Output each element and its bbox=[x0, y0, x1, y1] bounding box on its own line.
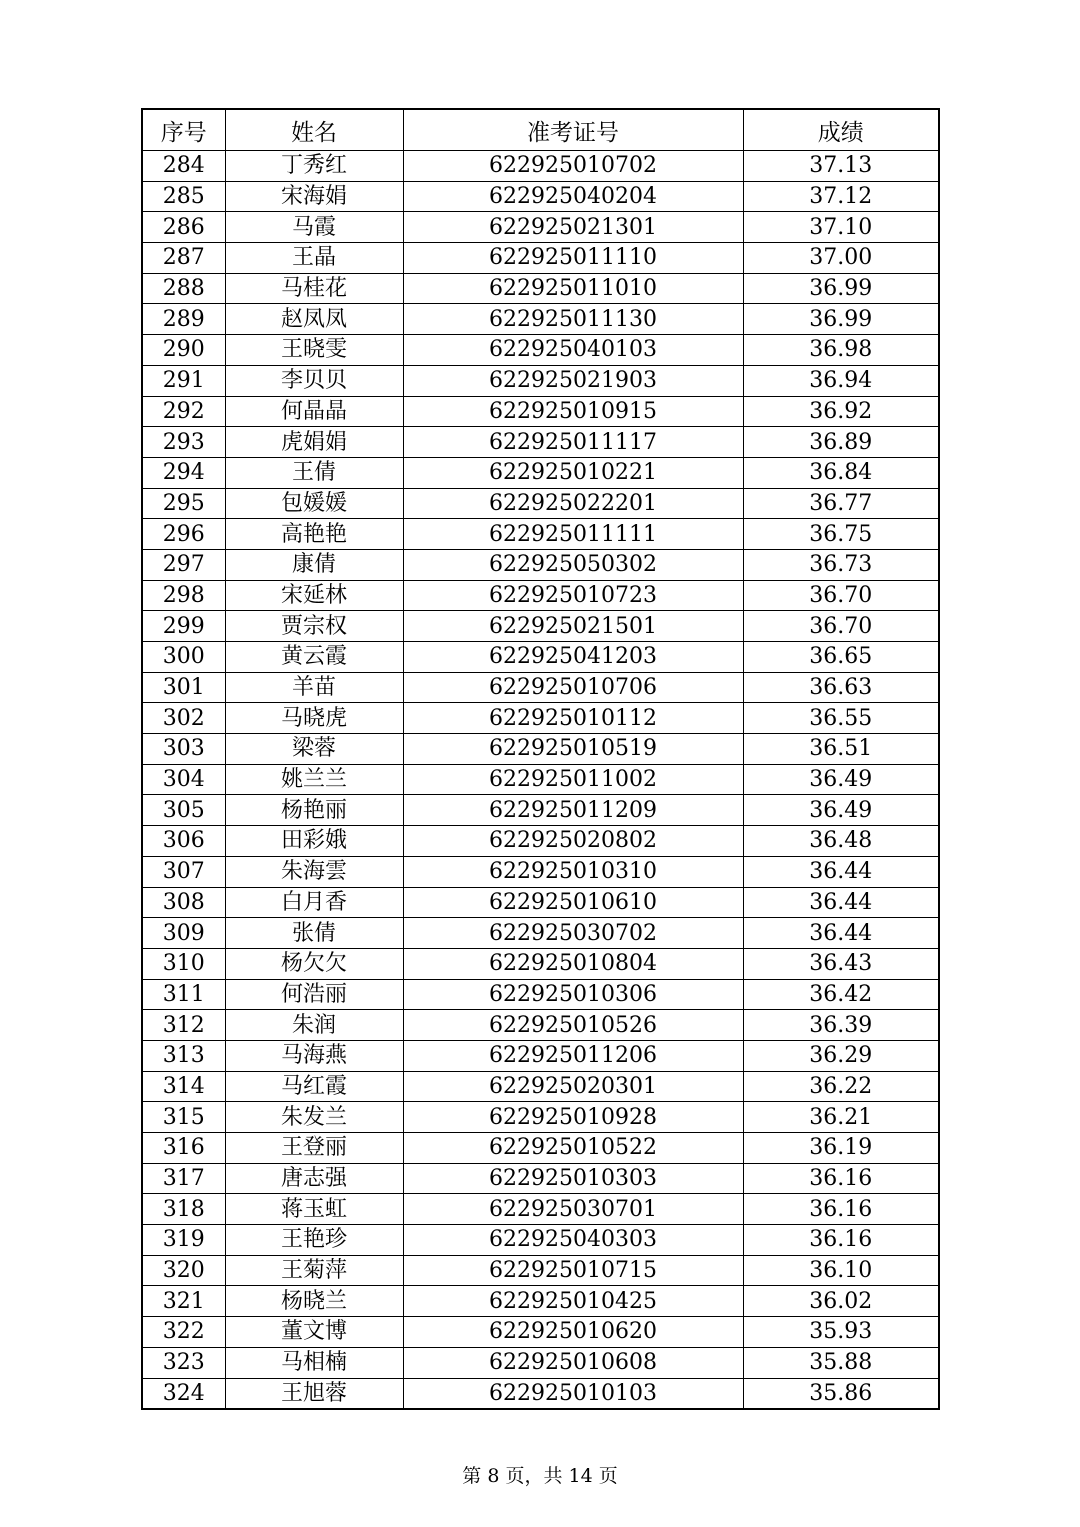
cell-seq: 291 bbox=[142, 365, 225, 396]
cell-exam-id: 622925011110 bbox=[403, 243, 743, 274]
cell-seq: 297 bbox=[142, 549, 225, 580]
cell-name: 唐志强 bbox=[225, 1163, 403, 1194]
table-row bbox=[142, 396, 939, 427]
cell-score: 36.21 bbox=[743, 1102, 939, 1133]
cell-score: 36.43 bbox=[743, 948, 939, 979]
cell-seq: 318 bbox=[142, 1194, 225, 1225]
cell-score: 36.63 bbox=[743, 672, 939, 703]
cell-seq: 308 bbox=[142, 887, 225, 918]
cell-exam-id: 622925011111 bbox=[403, 519, 743, 550]
cell-name: 虎娟娟 bbox=[225, 427, 403, 458]
cell-score: 36.98 bbox=[743, 335, 939, 366]
cell-score: 35.93 bbox=[743, 1317, 939, 1348]
table-row bbox=[142, 979, 939, 1010]
cell-score: 36.70 bbox=[743, 580, 939, 611]
table-row bbox=[142, 243, 939, 274]
table-row bbox=[142, 427, 939, 458]
table-row bbox=[142, 365, 939, 396]
cell-seq: 311 bbox=[142, 979, 225, 1010]
cell-score: 36.99 bbox=[743, 273, 939, 304]
cell-score: 36.94 bbox=[743, 365, 939, 396]
table-row bbox=[142, 1347, 939, 1378]
cell-score: 36.44 bbox=[743, 856, 939, 887]
cell-seq: 286 bbox=[142, 212, 225, 243]
cell-seq: 298 bbox=[142, 580, 225, 611]
cell-name: 朱发兰 bbox=[225, 1102, 403, 1133]
score-table bbox=[141, 108, 940, 1410]
cell-score: 36.70 bbox=[743, 611, 939, 642]
cell-score: 36.84 bbox=[743, 457, 939, 488]
cell-name: 羊苗 bbox=[225, 672, 403, 703]
table-row bbox=[142, 1040, 939, 1071]
page-number: 第 8 页，共 14 页 bbox=[462, 1465, 618, 1487]
cell-seq: 304 bbox=[142, 764, 225, 795]
table-row bbox=[142, 304, 939, 335]
cell-exam-id: 622925011010 bbox=[403, 273, 743, 304]
header-exam-id: 准考证号 bbox=[403, 109, 743, 151]
cell-name: 宋延林 bbox=[225, 580, 403, 611]
cell-score: 36.99 bbox=[743, 304, 939, 335]
cell-seq: 309 bbox=[142, 918, 225, 949]
table-row bbox=[142, 1286, 939, 1317]
table-row bbox=[142, 672, 939, 703]
cell-name: 李贝贝 bbox=[225, 365, 403, 396]
header-score: 成绩 bbox=[743, 109, 939, 151]
table-row bbox=[142, 273, 939, 304]
table-row bbox=[142, 1102, 939, 1133]
cell-exam-id: 622925010112 bbox=[403, 703, 743, 734]
cell-score: 36.39 bbox=[743, 1010, 939, 1041]
table-row bbox=[142, 703, 939, 734]
cell-name: 康倩 bbox=[225, 549, 403, 580]
cell-seq: 307 bbox=[142, 856, 225, 887]
cell-score: 36.92 bbox=[743, 396, 939, 427]
cell-exam-id: 622925030702 bbox=[403, 918, 743, 949]
table-row bbox=[142, 856, 939, 887]
table-row bbox=[142, 335, 939, 366]
cell-seq: 296 bbox=[142, 519, 225, 550]
cell-score: 36.16 bbox=[743, 1225, 939, 1256]
table-row bbox=[142, 764, 939, 795]
cell-score: 37.00 bbox=[743, 243, 939, 274]
cell-score: 37.12 bbox=[743, 181, 939, 212]
cell-name: 姚兰兰 bbox=[225, 764, 403, 795]
table-row bbox=[142, 918, 939, 949]
cell-name: 赵凤凤 bbox=[225, 304, 403, 335]
cell-score: 36.02 bbox=[743, 1286, 939, 1317]
cell-seq: 294 bbox=[142, 457, 225, 488]
cell-exam-id: 622925040204 bbox=[403, 181, 743, 212]
table-row bbox=[142, 1133, 939, 1164]
cell-exam-id: 622925010608 bbox=[403, 1347, 743, 1378]
cell-seq: 301 bbox=[142, 672, 225, 703]
cell-score: 37.13 bbox=[743, 151, 939, 182]
table-row bbox=[142, 1010, 939, 1041]
cell-name: 马相楠 bbox=[225, 1347, 403, 1378]
cell-exam-id: 622925010519 bbox=[403, 734, 743, 765]
cell-exam-id: 622925010221 bbox=[403, 457, 743, 488]
cell-seq: 285 bbox=[142, 181, 225, 212]
cell-exam-id: 622925011117 bbox=[403, 427, 743, 458]
cell-name: 杨艳丽 bbox=[225, 795, 403, 826]
cell-name: 蒋玉虹 bbox=[225, 1194, 403, 1225]
cell-score: 36.44 bbox=[743, 918, 939, 949]
cell-score: 36.65 bbox=[743, 642, 939, 673]
cell-name: 杨欠欠 bbox=[225, 948, 403, 979]
cell-name: 王旭蓉 bbox=[225, 1378, 403, 1409]
cell-exam-id: 622925021903 bbox=[403, 365, 743, 396]
cell-seq: 303 bbox=[142, 734, 225, 765]
cell-seq: 314 bbox=[142, 1071, 225, 1102]
table-row bbox=[142, 1194, 939, 1225]
cell-exam-id: 622925011130 bbox=[403, 304, 743, 335]
cell-score: 36.42 bbox=[743, 979, 939, 1010]
cell-seq: 316 bbox=[142, 1133, 225, 1164]
table-row bbox=[142, 1071, 939, 1102]
cell-name: 杨晓兰 bbox=[225, 1286, 403, 1317]
cell-exam-id: 622925010103 bbox=[403, 1378, 743, 1409]
cell-exam-id: 622925020301 bbox=[403, 1071, 743, 1102]
cell-score: 36.48 bbox=[743, 826, 939, 857]
cell-exam-id: 622925010522 bbox=[403, 1133, 743, 1164]
cell-seq: 310 bbox=[142, 948, 225, 979]
cell-exam-id: 622925030701 bbox=[403, 1194, 743, 1225]
table-row bbox=[142, 549, 939, 580]
cell-score: 35.88 bbox=[743, 1347, 939, 1378]
header-name: 姓名 bbox=[225, 109, 403, 151]
table-row bbox=[142, 826, 939, 857]
cell-name: 何晶晶 bbox=[225, 396, 403, 427]
cell-seq: 284 bbox=[142, 151, 225, 182]
cell-name: 张倩 bbox=[225, 918, 403, 949]
cell-seq: 312 bbox=[142, 1010, 225, 1041]
cell-seq: 293 bbox=[142, 427, 225, 458]
cell-name: 王艳珍 bbox=[225, 1225, 403, 1256]
cell-score: 37.10 bbox=[743, 212, 939, 243]
cell-name: 王倩 bbox=[225, 457, 403, 488]
cell-exam-id: 622925010526 bbox=[403, 1010, 743, 1041]
cell-score: 36.55 bbox=[743, 703, 939, 734]
cell-seq: 322 bbox=[142, 1317, 225, 1348]
cell-score: 36.89 bbox=[743, 427, 939, 458]
header-seq: 序号 bbox=[142, 109, 225, 151]
table-row bbox=[142, 1163, 939, 1194]
cell-seq: 287 bbox=[142, 243, 225, 274]
cell-seq: 321 bbox=[142, 1286, 225, 1317]
cell-seq: 306 bbox=[142, 826, 225, 857]
cell-score: 35.86 bbox=[743, 1378, 939, 1409]
cell-exam-id: 622925010620 bbox=[403, 1317, 743, 1348]
cell-seq: 290 bbox=[142, 335, 225, 366]
cell-name: 宋海娟 bbox=[225, 181, 403, 212]
cell-score: 36.22 bbox=[743, 1071, 939, 1102]
cell-exam-id: 622925010306 bbox=[403, 979, 743, 1010]
cell-exam-id: 622925010310 bbox=[403, 856, 743, 887]
cell-exam-id: 622925050302 bbox=[403, 549, 743, 580]
cell-name: 王晓雯 bbox=[225, 335, 403, 366]
cell-seq: 302 bbox=[142, 703, 225, 734]
cell-seq: 319 bbox=[142, 1225, 225, 1256]
table-row bbox=[142, 1378, 939, 1409]
cell-exam-id: 622925010928 bbox=[403, 1102, 743, 1133]
table-row bbox=[142, 519, 939, 550]
table-row bbox=[142, 1317, 939, 1348]
cell-score: 36.10 bbox=[743, 1255, 939, 1286]
cell-exam-id: 622925020802 bbox=[403, 826, 743, 857]
cell-name: 高艳艳 bbox=[225, 519, 403, 550]
cell-exam-id: 622925022201 bbox=[403, 488, 743, 519]
cell-name: 黄云霞 bbox=[225, 642, 403, 673]
cell-score: 36.16 bbox=[743, 1163, 939, 1194]
header-row bbox=[142, 109, 939, 151]
cell-exam-id: 622925021501 bbox=[403, 611, 743, 642]
cell-exam-id: 622925010915 bbox=[403, 396, 743, 427]
cell-exam-id: 622925010706 bbox=[403, 672, 743, 703]
cell-name: 朱海雲 bbox=[225, 856, 403, 887]
cell-score: 36.49 bbox=[743, 764, 939, 795]
cell-exam-id: 622925010610 bbox=[403, 887, 743, 918]
cell-seq: 300 bbox=[142, 642, 225, 673]
cell-score: 36.16 bbox=[743, 1194, 939, 1225]
table-row bbox=[142, 1225, 939, 1256]
cell-seq: 292 bbox=[142, 396, 225, 427]
table-row bbox=[142, 457, 939, 488]
table-row bbox=[142, 580, 939, 611]
cell-name: 王菊萍 bbox=[225, 1255, 403, 1286]
table-row bbox=[142, 734, 939, 765]
cell-name: 马晓虎 bbox=[225, 703, 403, 734]
cell-name: 朱润 bbox=[225, 1010, 403, 1041]
cell-seq: 317 bbox=[142, 1163, 225, 1194]
cell-name: 包媛媛 bbox=[225, 488, 403, 519]
cell-exam-id: 622925021301 bbox=[403, 212, 743, 243]
cell-score: 36.44 bbox=[743, 887, 939, 918]
cell-name: 马桂花 bbox=[225, 273, 403, 304]
cell-exam-id: 622925010715 bbox=[403, 1255, 743, 1286]
table-row bbox=[142, 181, 939, 212]
cell-score: 36.29 bbox=[743, 1040, 939, 1071]
cell-name: 马海燕 bbox=[225, 1040, 403, 1071]
cell-seq: 313 bbox=[142, 1040, 225, 1071]
cell-exam-id: 622925040103 bbox=[403, 335, 743, 366]
cell-score: 36.73 bbox=[743, 549, 939, 580]
cell-exam-id: 622925011206 bbox=[403, 1040, 743, 1071]
cell-exam-id: 622925010425 bbox=[403, 1286, 743, 1317]
table-row bbox=[142, 488, 939, 519]
cell-exam-id: 622925040303 bbox=[403, 1225, 743, 1256]
cell-seq: 320 bbox=[142, 1255, 225, 1286]
cell-seq: 324 bbox=[142, 1378, 225, 1409]
cell-exam-id: 622925041203 bbox=[403, 642, 743, 673]
cell-name: 董文博 bbox=[225, 1317, 403, 1348]
cell-name: 丁秀红 bbox=[225, 151, 403, 182]
table-row bbox=[142, 887, 939, 918]
table-row bbox=[142, 611, 939, 642]
table-row bbox=[142, 795, 939, 826]
cell-exam-id: 622925010804 bbox=[403, 948, 743, 979]
cell-name: 何浩丽 bbox=[225, 979, 403, 1010]
table-body bbox=[142, 151, 939, 1410]
cell-seq: 315 bbox=[142, 1102, 225, 1133]
cell-seq: 299 bbox=[142, 611, 225, 642]
cell-seq: 323 bbox=[142, 1347, 225, 1378]
table-row bbox=[142, 948, 939, 979]
cell-name: 梁蓉 bbox=[225, 734, 403, 765]
table-row bbox=[142, 642, 939, 673]
cell-name: 王晶 bbox=[225, 243, 403, 274]
cell-score: 36.49 bbox=[743, 795, 939, 826]
cell-seq: 305 bbox=[142, 795, 225, 826]
cell-score: 36.19 bbox=[743, 1133, 939, 1164]
cell-exam-id: 622925011209 bbox=[403, 795, 743, 826]
table-row bbox=[142, 151, 939, 182]
cell-exam-id: 622925010303 bbox=[403, 1163, 743, 1194]
cell-name: 马霞 bbox=[225, 212, 403, 243]
cell-name: 田彩娥 bbox=[225, 826, 403, 857]
cell-name: 贾宗权 bbox=[225, 611, 403, 642]
cell-exam-id: 622925010702 bbox=[403, 151, 743, 182]
cell-seq: 295 bbox=[142, 488, 225, 519]
cell-seq: 289 bbox=[142, 304, 225, 335]
cell-name: 白月香 bbox=[225, 887, 403, 918]
cell-score: 36.77 bbox=[743, 488, 939, 519]
cell-name: 王登丽 bbox=[225, 1133, 403, 1164]
table-row bbox=[142, 212, 939, 243]
cell-score: 36.75 bbox=[743, 519, 939, 550]
cell-name: 马红霞 bbox=[225, 1071, 403, 1102]
table-row bbox=[142, 1255, 939, 1286]
cell-exam-id: 622925011002 bbox=[403, 764, 743, 795]
cell-exam-id: 622925010723 bbox=[403, 580, 743, 611]
cell-score: 36.51 bbox=[743, 734, 939, 765]
cell-seq: 288 bbox=[142, 273, 225, 304]
